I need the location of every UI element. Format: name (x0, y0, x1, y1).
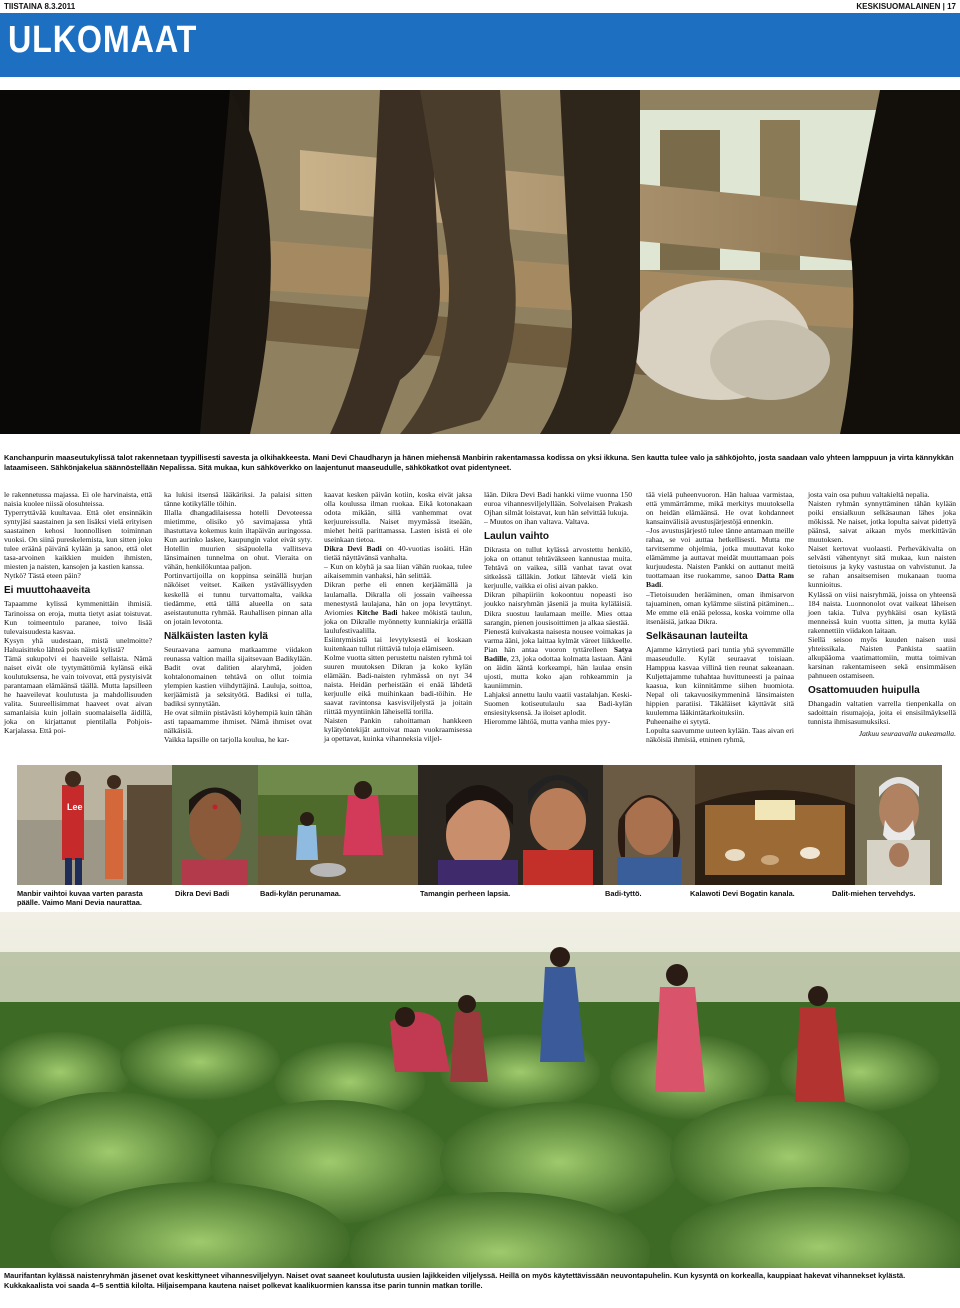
paragraph: Portinvartijoilla on koppinsa seinällä hurjan näköiset veitset. Kaiken ystävällisyyden keskellä ei tunnu turvattomalta, vaikka tiedämme, että tällä alueella on sata aseistautunutta ryhmää. Rauhallisen pinnan alla on jotain levotonta. (164, 571, 312, 626)
strip-caption-4: Tamangin perheen lapsia. (420, 889, 511, 898)
strip-photo-4 (418, 765, 603, 885)
strip-caption-1: Manbir vaihtoi kuvaa varten parasta päälle. Vaimo Mani Devia naurattaa. (17, 889, 143, 908)
paragraph: –Tietoisuuden herääminen, oman ihmisarvon tajuaminen, oman kylämme siistinä pitäminen... Me emme elä enää pelossa, koska voimme olla itsenäisiä, jatkaa Dikra. (646, 589, 794, 626)
paragraph: Nytkö? Tästä eteen päin? (4, 571, 81, 581)
paragraph: le rakennetussa majassa. Ei ole harvinaista, että naisia kuolee niissä olosuhteissa. (4, 490, 152, 509)
paragraph: kaavat kesken päivän kotiin, koska eivät jaksa olla koulussa ilman ruokaa. Eikä kotonakaan odota mikään, sillä vanhemmat ovat kerjuureissulla. Naiset myymässä itseään, miehet heitä parittamassa. Lasten isistä ei ole useinkaan tietoa. (324, 490, 472, 545)
paper-name-page: KESKISUOMALAINEN | 17 (856, 2, 956, 11)
paragraph: Dikran perhe eli ennen kerjäämällä ja laulamalla. Dikralla oli jossain vaiheessa menestystä laulajana, hän on jopa levyttänyt. Aviomies Kitche Badi hakee mökistä taulun, joka on Dikralle myönnetty kunniakirja eräällä laulufestivaalilla. (324, 580, 472, 635)
section-banner (0, 13, 960, 77)
paragraph: – Kun on köyhä ja saa liian vähän ruokaa, tulee aikaisemmin vanhaksi, hän selittää. (324, 562, 472, 581)
subheading: Laulun vaihto (484, 531, 549, 543)
girl-photo (603, 765, 695, 885)
subheading: Ei muuttohaaveita (4, 585, 91, 597)
strip-caption-6: Kalawoti Devi Bogatin kanala. (690, 889, 795, 898)
person-name: Dikra Devi Badi (324, 544, 382, 554)
strip-photo-6 (695, 765, 855, 885)
potato-field-photo (258, 765, 418, 885)
bottom-photo (0, 912, 960, 1268)
subheading: Nälkäisten lasten kylä (164, 630, 268, 642)
paragraph: Puheenaihe ei sytytä. (646, 717, 711, 727)
paragraph: Tapaamme kylissä kymmenittäin ihmisiä. Tarinoissa on eroja, mutta tietyt asiat toistuvat. Kun toimeentulo paranee, toivo lisää tulevaisuudesta kasvaa. (4, 599, 152, 636)
strip-photo-2 (172, 765, 258, 885)
top-bar (0, 0, 960, 13)
article-column-3 (324, 490, 472, 743)
hero-photo (0, 90, 960, 434)
cabbage-field-illustration (0, 912, 960, 1268)
portrait-photo (172, 765, 258, 885)
shirt-text: Lee (67, 802, 83, 812)
strip-photo-5 (603, 765, 695, 885)
paragraph: Lahjaksi annettu laulu vaatii vastalahjan. Keski-Suomen kotiseutulaulu saa Badi-kylän ensiesityksensä. Ja iloiset aplodit. (484, 689, 632, 718)
bottom-caption: Maurifantan kylässä naistenryhmän jäsenet ovat keskittyneet vihannesviljelyyn. Naiset ovat saaneet koulutusta uusien lajikkeiden viljelyssä. Heillä on myös käytettävissään neuvontapuhelin. Kun kysyntä on korkealla, kauppiaat hakevat vihannekset kylästä. Kukkakaalista voi saada 4–5 senttiä kilolta. Hiljaisempana kautena naiset polkevat kaalikuormien kanssa itse parin tunnin matkan torille. (4, 1271, 906, 1290)
paragraph: ka lukisi itsensä lääkäriksi. Ja palaisi sitten tänne kotikylälle töihin. (164, 490, 312, 509)
paragraph: Dikran pihapiiriin kokoontuu nopeasti iso joukko naisryhmän jäseniä ja muita kyläläisiä. Dikra suostuu laulamaan meille. Mies ottaa sarangin, pienen jousisoittimen ja alkaa säestää. (484, 590, 632, 627)
paragraph: lään. Dikra Devi Badi hankki viime vuonna 150 euroa vihannesviljelyllään. Solvelaisen Prakash Ojhan silmät loistavat, kun hän selvittää lukuja. (484, 490, 632, 518)
paragraph: –Jos avustusjärjestö tulee tänne antamaan meille rahaa, se voi auttaa hetkellisesti. Mutta me tarvitsemme ohjelmia, jotka muuttavat koko elämämme ja auttavat meidät muuttamaan pois kurjuudesta. Naisten Pankki on auttanut meitä tuottamaan itse ruokamme, sanoo Datta Ram Badi. (646, 526, 795, 590)
paragraph: Siellä seisoo myös kuuden naisen uusi yhteissikala. Naisten Pankista saatiin alkupääoma vaatimattomiin, mutta toimivan karsinan rakentamiseen sekä ensimmäisen pahnueen ostamiseen. (808, 634, 956, 680)
paragraph: Dhangadin valtatien varrella tienpenkalla on sadoittain risumajoja, joita ei ensisilmäyksellä tunnista ihmisasumuksiksi. (808, 698, 956, 727)
hero-caption: Kanchanpurin maaseutukylissä talot rakennetaan tyypillisesti savesta ja olkihakkeesta. Mani Devi Chaudharyn ja hänen miehensä Manbirin rakentamassa kodissa on yksi ikkuna. Sen kautta tulee valo ja sähköjohto, josta saadaan valo yhteen lamppuun ja virta kännykkän lataamiseen. Sähkönjakelua säännöstellään Nepalissa. Sitä mukaa, kun sähköverkko on laajentunut maaseudulle, sähkökatkot ovat pidentyneet. (4, 453, 954, 472)
issue-date: TIISTAINA 8.3.2011 (4, 2, 76, 11)
paragraph: Kolme vuotta sitten perustettu naisten ryhmä toi suuren muutoksen Dikran ja koko kylän elämään. Badi-naisten ryhmässä on nyt 34 naista. Heidän perheistään ei enää lähdetä kerjuulle eikä muihinkaan badi-töihin. He saavat ravintonsa kasvisviljelystä ja joitain riittää myyntiinkin läheisellä torilla. (324, 652, 472, 717)
strip-caption-2: Dikra Devi Badi (175, 889, 230, 898)
continuation-note: Jatkuu seuraavalla aukeamalla. (858, 729, 956, 739)
children-photo (418, 765, 603, 885)
strip-caption-3: Badi-kylän perunamaa. (260, 889, 341, 898)
strip-photo-3 (258, 765, 418, 885)
henhouse-photo (695, 765, 855, 885)
paragraph: Naiset kertovat vuolaasti. Perheväkivalta on selvästi vähentynyt sitä mukaa, kun naisten tietoisuus ja kyky vastustaa on vahvistunut. Ja se rahan ansaitsemisen mukanaan tuoma kunnioitus. (808, 544, 956, 590)
strip-photo-1 (17, 765, 172, 885)
paragraph: – Muutos on ihan valtava. Valtava. (484, 517, 590, 527)
paragraph: Dikrasta on tullut kylässä arvostettu henkilö, joka on ottanut tehtäväkseen kannustaa muita. Tehtävä on vaikea, sillä vanhat tavat ovat sitkeässä tälläkin. Jotkut lähtevät vielä kin kerjuulle, vaikka ei olisi aivan pakko. (484, 545, 632, 591)
paragraph: Ajamme kärrytietä pari tuntia yhä syvemmälle maaseudulle. Kylät seuraavat toisiaan. Hamppua kasvaa villinä tien reunat sakeanaan. Kuljettajamme tuhahtaa huvittuneesti ja painaa kaasua, kun kiinnitämme siihen huomiota. Nepal oli takavuosikymmeninä länsimaisten hippien paratiisi. Täkäläiset käyttävät sitä kuulemma lääkintätarkoituksiin. (646, 644, 794, 718)
paragraph: Seuraavana aamuna matkaamme viidakon reunassa valtion mailla sijaitsevaan Badikylään. Badit ovat dalitien alaryhmä, joiden kohtalonomainen tehtävä on ollut toimia ylempien kastien viihdyttäjinä. Lauluja, soittoa, kerjäämistä ja seksityötä. Badiksi ei tulla, badiksi synnytään. (164, 644, 312, 708)
paragraph: Kysyn yhä uudestaan, mistä unelmoitte? Haluaisitteko lähteä pois näistä kylistä? (4, 635, 152, 654)
paragraph: josta vain osa puhuu valtakieltä nepalia. (808, 490, 930, 499)
paragraph: Pienestä kuivakasta naisesta nousee voimakas ja varma ääni, joka laittaa kylmät väreet liikkeelle. Pian hän antaa vuoron tyttärelleen Satya Badille, 23, joka odottaa kolmatta lastaan. Ääni on äidin ääntä korkeampi, hän laulaa ensin ujosti, mutta koko ajan rohkeammin ja kauniimmin. (484, 626, 632, 690)
paragraph: Dikra Devi Badi on 40-vuotias isoäiti. Hän tietää näyttävänsä vanhalta. (324, 544, 472, 563)
paragraph: Typerryttävää kuultavaa. Että olet ensinnäkin syntyjäsi saastainen ja sen lisäksi vielä erityisen saastainen kehosi luonnollisen toiminnan vuoksi. On siinä pureskelemista, kun sitten joku tulee eräänä päivänä kylään ja sanoo, että olet tasa-arvoinen kaikkien muiden ihmisten, miesten ja naisten, kansojen ja kastien kanssa. (4, 508, 152, 572)
paragraph: Tämä sukupolvi ei haaveile sellaista. Nämä naiset eivät ole tyytymättömiä kylänsä eikä koulutuksensa, he vain toivovat, että pystyisivät parantamaan elämäänsä täällä. Mutta lapsilleen he haaveilevat koulutusta ja mahdollisuuden valita. Suureellisimmat haaveet ovat aivan samanlaisia kuin jollain suomalaisella äidillä, joka on kirjattanut pientilalla Pohjois-Karjalassa. Että poi- (4, 653, 152, 736)
strip-caption-7: Dalit-miehen tervehdys. (832, 889, 916, 898)
paragraph: Illalla dhangadilaisessa hotelli Devoteessa mietimme, olisiko yö savimajassa yhtä ihastuttava kokemus kuin iltapäivän auringossa. Kun aurinko laskee, kaupungin valot eivät syty. Hotellin muurien sisäpuolella vallitseva länsimainen tunnelma on ohut. Vieraita on vähän, henkilökuntaa paljon. (164, 508, 312, 572)
paragraph: Lopulta saavumme uuteen kylään. Taas aivan eri näköisiä ihmisiä, etninen ryhmä, (646, 726, 794, 745)
old-man-photo (855, 765, 942, 885)
subheading: Osattomuuden huipulla (808, 684, 920, 696)
person-name: Datta Ram Badi (646, 571, 795, 590)
article-column-6 (808, 490, 956, 738)
article-column-5 (646, 490, 794, 744)
paragraph: Esiintymisistä tai levytyksestä ei koskaan kuitenkaan tullut riittäviä tuloja elämiseen. (324, 634, 472, 653)
paragraph: Naisten Pankin rahoittaman hankkeen kylätyöntekijät auttoivat maan vuokraamisessa ja opettavat, kuinka vihanneksia viljel- (324, 716, 472, 744)
article-column-2 (164, 490, 312, 744)
strip-photo-7 (855, 765, 942, 885)
subheading: Selkäsaunan lauteilta (646, 630, 748, 642)
article-column-4 (484, 490, 632, 726)
person-name: Satya Badille (484, 644, 632, 663)
paragraph: Vaikka lapsille on tarjolla koulua, he kar- (164, 735, 290, 745)
couple-photo (17, 765, 172, 885)
paragraph: Kylässä on viisi naisryhmää, joissa on yhteensä 184 naista. Luonnonolot ovat vaikeat läheisen joen takia. Tulva pyyhkäisi osan kylästä menneissä kuin vuotta sitten, ja mutta kylää rakennettiin viidakon laitaan. (808, 589, 956, 635)
paragraph: Naisten ryhmän synnyttäminen tähän kylään poiki ensialkuun selkäsaunan lähes joka mökissä. Ne naiset, jotka lopulta saivat pidettyä päänsä, saivat aikaan myös merkittävän muutoksen. (808, 499, 956, 545)
paragraph: He ovat silmiin pistävästi köyhempiä kuin tähän asti tapaamamme ihmiset. Nämä ihmiset ovat nälkäisiä. (164, 708, 312, 736)
hero-illustration (0, 90, 960, 434)
paragraph: tää vielä puheenvuoron. Hän haluaa varmistaa, että ymmärrämme, mikä merkitys muutoksella on heidän elämäänsä. He ovat kohdanneet kansainvälisiä avustusjärjestöjä ennenkin. (646, 490, 794, 527)
section-title: ULKOMAAT (8, 19, 198, 61)
paragraph: Hieromme lähtöä, mutta vanha mies pyy- (484, 717, 611, 727)
person-name: Kitche Badi (356, 607, 398, 617)
article-column-1 (4, 490, 152, 735)
strip-caption-5: Badi-tyttö. (605, 889, 642, 898)
